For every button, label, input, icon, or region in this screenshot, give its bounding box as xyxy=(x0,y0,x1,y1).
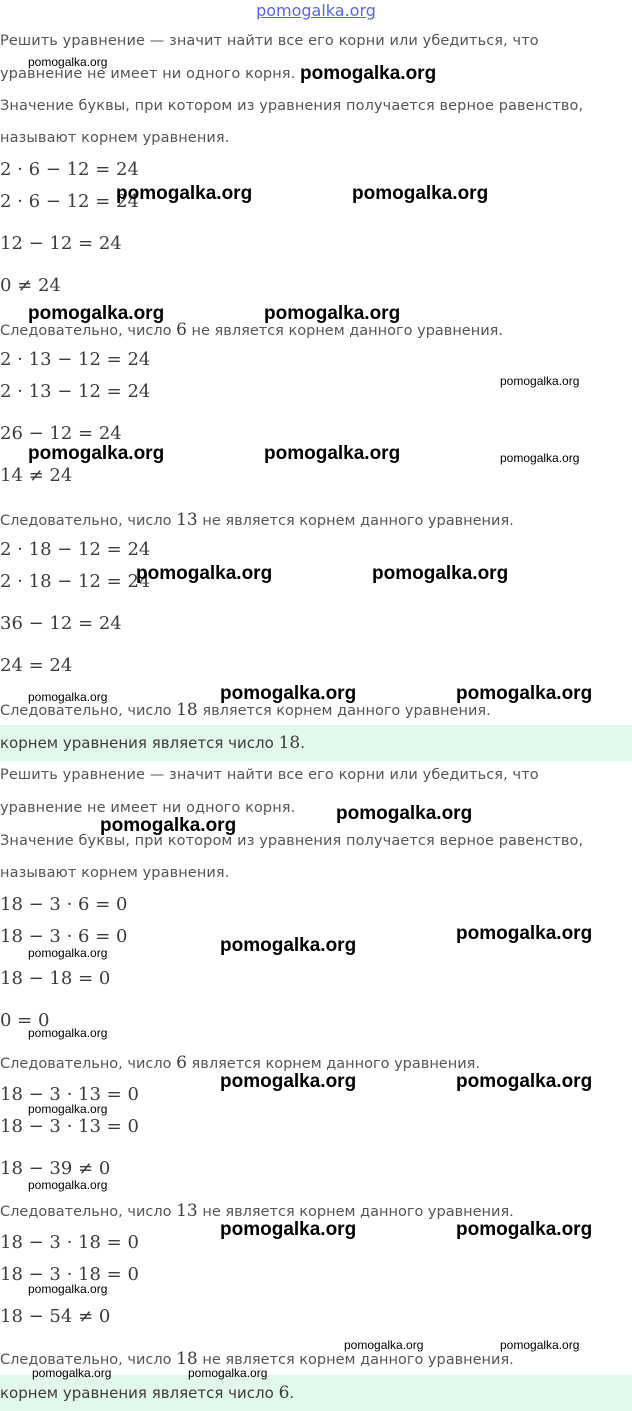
watermark: pomogalka.org xyxy=(456,1219,593,1240)
watermark: pomogalka.org xyxy=(456,683,593,704)
watermark: pomogalka.org xyxy=(456,923,593,944)
conclusion: Следовательно, число 13 не является корнем данного уравнения. xyxy=(0,510,514,530)
watermark: pomogalka.org xyxy=(32,1366,112,1380)
equation: 18 − 3 · 18 = 0 xyxy=(0,1264,139,1285)
conclusion: Следовательно, число 6 является корнем данного уравнения. xyxy=(0,1053,480,1073)
definition-text: называют корнем уравнения. xyxy=(0,130,230,146)
watermark: pomogalka.org xyxy=(100,815,237,836)
definition-text: Значение буквы, при котором из уравнения получается верное равенство, xyxy=(0,833,584,849)
answer-box: корнем уравнения является число 18. xyxy=(0,725,632,761)
intro-text: уравнение не имеет ни одного корня. xyxy=(0,66,296,82)
equation: 0 ≠ 24 xyxy=(0,275,61,296)
watermark: pomogalka.org xyxy=(300,63,437,84)
equation: 18 − 18 = 0 xyxy=(0,968,111,989)
watermark: pomogalka.org xyxy=(28,303,165,324)
intro-text: Решить уравнение — значит найти все его корни или убедиться, что xyxy=(0,33,539,49)
watermark: pomogalka.org xyxy=(336,803,473,824)
definition-text: называют корнем уравнения. xyxy=(0,865,230,881)
conclusion: Следовательно, число 18 не является корнем данного уравнения. xyxy=(0,1349,514,1369)
equation: 18 − 3 · 6 = 0 xyxy=(0,894,128,915)
definition-text: Значение буквы, при котором из уравнения получается верное равенство, xyxy=(0,98,584,114)
equation: 2 · 6 − 12 = 24 xyxy=(0,191,139,212)
watermark: pomogalka.org xyxy=(500,451,580,465)
watermark: pomogalka.org xyxy=(220,1071,357,1092)
equation: 26 − 12 = 24 xyxy=(0,423,122,444)
equation: 2 · 13 − 12 = 24 xyxy=(0,381,151,402)
watermark: pomogalka.org xyxy=(28,690,108,704)
watermark: pomogalka.org xyxy=(28,1282,108,1296)
equation: 2 · 6 − 12 = 24 xyxy=(0,159,139,180)
watermark: pomogalka.org xyxy=(28,1026,108,1040)
watermark: pomogalka.org xyxy=(220,1219,357,1240)
equation: 18 − 3 · 6 = 0 xyxy=(0,926,128,947)
conclusion: Следовательно, число 13 не является корнем данного уравнения. xyxy=(0,1201,514,1221)
watermark: pomogalka.org xyxy=(264,303,401,324)
equation: 18 − 3 · 13 = 0 xyxy=(0,1116,139,1137)
equation: 12 − 12 = 24 xyxy=(0,233,122,254)
watermark: pomogalka.org xyxy=(456,1071,593,1092)
watermark: pomogalka.org xyxy=(136,563,273,584)
equation: 2 · 13 − 12 = 24 xyxy=(0,349,151,370)
equation: 24 = 24 xyxy=(0,655,73,676)
watermark: pomogalka.org xyxy=(28,946,108,960)
watermark: pomogalka.org xyxy=(28,1102,108,1116)
conclusion: Следовательно, число 18 является корнем данного уравнения. xyxy=(0,700,491,720)
watermark: pomogalka.org xyxy=(28,443,165,464)
watermark: pomogalka.org xyxy=(116,183,253,204)
equation: 0 = 0 xyxy=(0,1010,50,1031)
watermark: pomogalka.org xyxy=(372,563,509,584)
watermark: pomogalka.org xyxy=(220,683,357,704)
equation: 2 · 18 − 12 = 24 xyxy=(0,539,151,560)
watermark: pomogalka.org xyxy=(500,1338,580,1352)
equation: 18 − 54 ≠ 0 xyxy=(0,1306,111,1327)
watermark: pomogalka.org xyxy=(220,935,357,956)
conclusion: Следовательно, число 6 не является корнем данного уравнения. xyxy=(0,320,503,340)
equation: 18 − 3 · 13 = 0 xyxy=(0,1084,139,1105)
watermark: pomogalka.org xyxy=(188,1366,268,1380)
intro-text: Решить уравнение — значит найти все его корни или убедиться, что xyxy=(0,767,539,783)
watermark: pomogalka.org xyxy=(344,1338,424,1352)
answer-box: корнем уравнения является число 6. xyxy=(0,1375,632,1411)
watermark: pomogalka.org xyxy=(500,374,580,388)
site-header-link[interactable]: pomogalka.org xyxy=(256,1,376,20)
equation: 2 · 18 − 12 = 24 xyxy=(0,571,151,592)
equation: 14 ≠ 24 xyxy=(0,465,73,486)
watermark: pomogalka.org xyxy=(28,1178,108,1192)
intro-text: уравнение не имеет ни одного корня. xyxy=(0,800,296,816)
equation: 36 − 12 = 24 xyxy=(0,613,122,634)
equation: 18 − 39 ≠ 0 xyxy=(0,1158,111,1179)
equation: 18 − 3 · 18 = 0 xyxy=(0,1232,139,1253)
watermark: pomogalka.org xyxy=(28,55,108,69)
watermark: pomogalka.org xyxy=(264,443,401,464)
watermark: pomogalka.org xyxy=(352,183,489,204)
